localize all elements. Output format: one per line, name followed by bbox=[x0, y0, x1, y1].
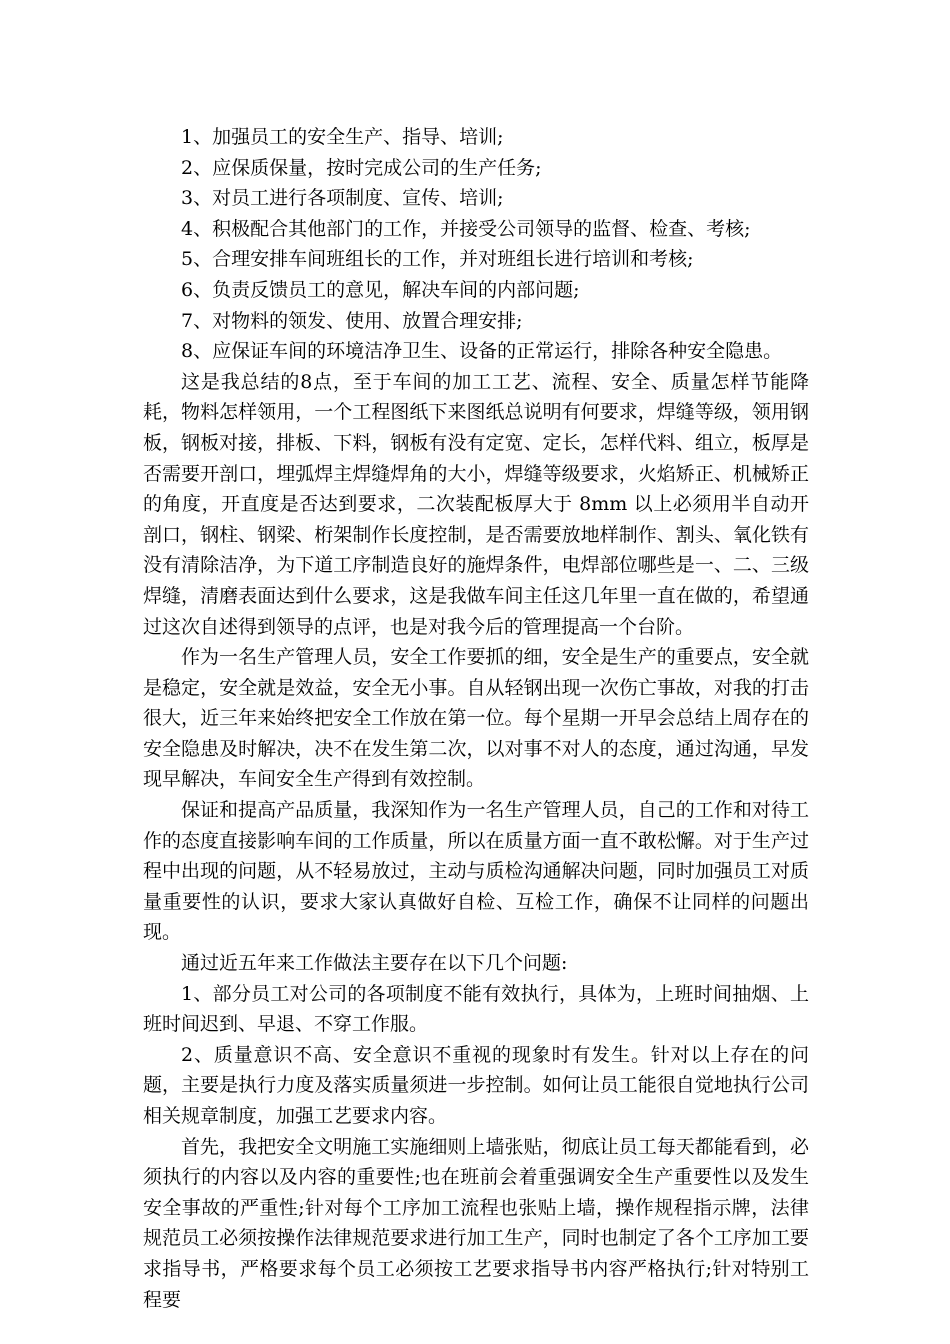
problem-item-2: 2、质量意识不高、安全意识不重视的现象时有发生。针对以上存在的问题，主要是执行力度及落实质量须进一步控制。如何让员工能很自觉地执行公司相关规章制度，加强工艺要求内容。 bbox=[143, 1043, 809, 1127]
problems-intro: 通过近五年来工作做法主要存在以下几个问题: bbox=[181, 952, 568, 975]
duty-item-3: 3、对员工进行各项制度、宣传、培训; bbox=[181, 187, 504, 210]
measures-paragraph: 首先，我把安全文明施工实施细则上墙张贴，彻底让员工每天都能看到，必须执行的内容以及内容的重要性;也在班前会着重强调安全生产重要性以及发生安全事故的严重性;针对每个工序加工流程也张贴上墙，操作规程指示牌，法律规范员工必须按操作法律规范要求进行加工生产，同时也制定了各个工序加工要求指导书，严格要求每个员工必须按工艺要求指导书内容严格执行;针对特别工程要 bbox=[143, 1135, 809, 1311]
duty-item-6: 6、负责反馈员工的意见，解决车间的内部问题; bbox=[181, 278, 580, 301]
duty-item-4: 4、积极配合其他部门的工作，并接受公司领导的监督、检查、考核; bbox=[181, 217, 751, 240]
problem-item-1: 1、部分员工对公司的各项制度不能有效执行，具体为，上班时间抽烟、上班时间迟到、早退、不穿工作服。 bbox=[143, 982, 809, 1036]
duty-item-5: 5、合理安排车间班组长的工作，并对班组长进行培训和考核; bbox=[181, 248, 694, 271]
safety-paragraph: 作为一名生产管理人员，安全工作要抓的细，安全是生产的重要点，安全就是稳定，安全就是效益，安全无小事。自从轻钢出现一次伤亡事故，对我的打击很大，近三年来始终把安全工作放在第一位。每个星期一开早会总结上周存在的安全隐患及时解决，决不在发生第二次，以对事不对人的态度，通过沟通，早发现早解决，车间安全生产得到有效控制。 bbox=[143, 646, 809, 791]
duty-item-1: 1、加强员工的安全生产、指导、培训; bbox=[181, 126, 504, 148]
duty-item-2: 2、应保质保量，按时完成公司的生产任务; bbox=[181, 156, 542, 179]
quality-paragraph: 保证和提高产品质量，我深知作为一名生产管理人员，自己的工作和对待工作的态度直接影响车间的工作质量，所以在质量方面一直不敢松懈。对于生产过程中出现的问题，从不轻易放过，主动与质检沟通解决问题，同时加强员工对质量重要性的认识，要求大家认真做好自检、互检工作，确保不让同样的问题出现。 bbox=[143, 799, 809, 944]
duty-item-8: 8、应保证车间的环境洁净卫生、设备的正常运行，排除各种安全隐患。 bbox=[181, 340, 783, 363]
summary-paragraph: 这是我总结的8点，至于车间的加工工艺、流程、安全、质量怎样节能降耗，物料怎样领用，一个工程图纸下来图纸总说明有何要求，焊缝等级，领用钢板，钢板对接，排板、下料，钢板有没有定宽、定长，怎样代料、组立，板厚是否需要开剖口，埋弧焊主焊缝焊角的大小，焊缝等级要求，火焰矫正、机械矫正的角度，开直度是否达到要求，二次装配板厚大于 8mm 以上必须用半自动开剖口，钢柱、钢梁、桁架制作长度控制，是否需要放地样制作、割头、氧化铁有没有清除洁净，为下道工序制造良好的施焊条件，电焊部位哪些是一、二、三级焊缝，清磨表面达到什么要求，这是我做车间主任这几年里一直在做的，希望通过这次自述得到领导的点评，也是对我今后的管理提高一个台阶。 bbox=[143, 370, 809, 638]
duty-item-7: 7、对物料的领发、使用、放置合理安排; bbox=[181, 309, 523, 332]
document-body bbox=[143, 122, 809, 1315]
